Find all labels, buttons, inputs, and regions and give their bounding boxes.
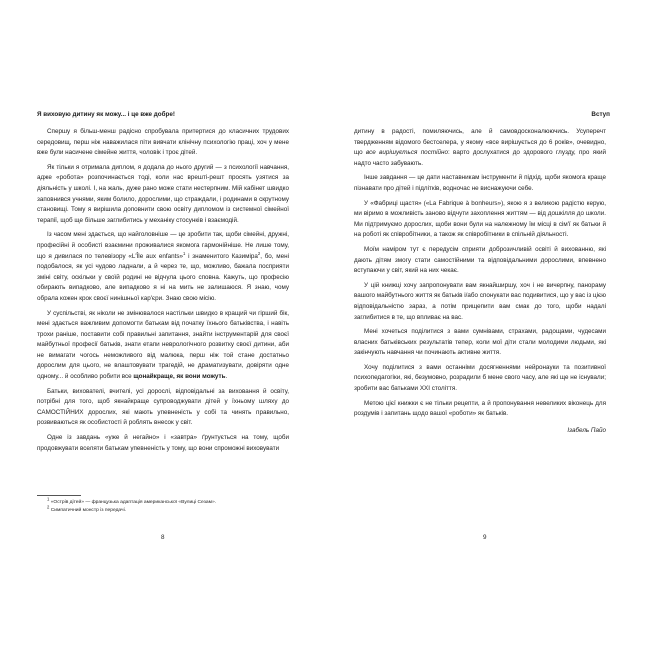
paragraph: Інше завдання — це дати наставникам інструменти й підхід, щоби якомога краще пізнавати про дітей і підлітків, водночас не виснажуючи себе. [354,174,606,192]
paragraph: Хочу поділитися з вами останніми досягненнями нейронауки та позитивної психопедагогіки, які, безумовно, розрадили б мене свого часу, але які ще не існували; зробити вас батьками XXI століття. [354,363,606,393]
paragraph: У суспільстві, як ніколи не змінювалося настільки швидко в кращий чи гірший бік, мені здається важливим допомогти батькам від початку їхнього батьківства, і навіть трохи раніше, поставити собі правильні запитання, знайти інструментарій для своєї майбутньої професії батьків, знати етапи неврологічного розвитку своєї дитини, аби не вимагати чогось неможливого від малюка, перш ніж той стане достатньо дорослим для цього, не влаштовувати трагедій, не драматизувати, довіряти одне одному... й особливо робити все щонайкраще, як вони можуть. [37,309,289,381]
paragraph: Метою цієї книжки є не тільки рецепти, а й пропонування невеликих віконець для роздумів і запитань щодо вашої «роботи» як батьків. [354,399,606,418]
paragraph: Мені хочеться поділитися з вами сумнівами, страхами, радощами, чудесами власних батьківських результатів тепер, коли мої діти стали молодими людьми, які закінчують навчання чи починають активне життя. [354,328,606,357]
footnote-ref: 1 [182,250,186,256]
paragraph: Моїм наміром тут є передусім сприяти доброзичливій освіті й вихованню, які дають дітям змогу стати самостійними та відповідальними дорослими, впевнено вступаючи у світ, який на них чекає. [354,245,606,275]
paragraph: Як тільки я отримала диплом, я додала до нього другий — з психології навчання, адже «робота» розпочинається тоді, коли нас врешті-решт просять узятися за діяльність у школі. І, на жаль, дуже рано може стати нестерпним. Мій кабінет швидко заповнився учнями, яким болило, дорослими, що страждали, і родинами в скрутному становищі. Тому я вирішила доповнити свою освіту дипломом із системної сімейної терапії, щоб ще більше заглибитись у механіку стосунків і взаємодій. [37,163,289,224]
author-signature: Ізабель Пайо [567,426,606,434]
left-body-text [37,127,289,454]
page-number-left: 8 [161,534,165,541]
paragraph: У цій книжці хочу запропонувати вам якнайширшу, хоч і не вичерпну, панораму вашого майбутнього життя як батьків і/або спонукати вас подивитися, що у вас із цією відповідальністю зараз, а потім прищепити вам смак до того, щоби надалі заглибитися в те, що впливає на вас. [354,281,606,321]
paragraph: У «Фабриці щастя» («La Fabrique à bonheurs»), якою я з великою радістю керую, ми віримо в можливість заново відчути захоплення життям — від дошкілля до школи. Ми підтримуємо дорослих, щоби вони були на належному їм місці в сім'ї як батьки й на роботі як співробітники, а також як співробітники в спільній діяльності. [354,199,606,239]
right-body-text [354,127,606,436]
footnote-1: $^1$ «Острів дітей» — французька адаптація американської «Вулиці Сезам». [47,496,217,505]
paragraph: Спершу я більш-менш радісно спробувала притертися до класичних трудових середовищ, перш ніж наважилася піти вивчати клінічну психологію праці, хоч у мене вже були насичене сімейне життя, чоловік і троє дітей. [37,128,289,157]
page-number-right: 9 [483,534,487,541]
footnote-2: $^2$ Симпатичний монстр із передачі. [47,504,127,513]
right-page [325,0,650,650]
running-head-right: Вступ [591,111,610,118]
paragraph: Батьки, вихователі, вчителі, усі дорослі, відповідальні за виховання й освіту, потрібні для того, щоб якнайкраще супроводжувати дітей у їхньому шляху до САМОСТІЙНИХ дорослих, які мають упевненість у собі та чинять правильно, розвиваються як особистості й роблять внесок у світ. [37,387,289,427]
footnote-ref: 2 [257,250,261,256]
footnotes [37,495,289,515]
running-head-left: Я виховую дитину як можу... і це вже добре! [37,111,175,118]
paragraph: дитину в радості, помиляючись, але й самовдосконалюючись. Усуперечт твердженням відомого бестселера, у якому «все вирішується до 6 років», очевидно, що все вирішується постійно: варто дослухатися до здорового глузду, про який надто часто забувають. [354,128,606,167]
footnote-rule [37,495,81,496]
paragraph: Із часом мені здається, що найголовніше — це зробити так, щоби сімейні, дружні, професійні й особисті взаємини проживалися якомога гармонійніше. Не лише тому, що я дивилася по телевізору «L'Île aux enfants»$^1$ і знаменитого Казиміра$^2$, бо, мені подобалося, як усі чудово ладнали, а й через те, що, можливо, бажала посприяти зміні світу, оскільки у своїй родині не відчула цього сповна. Кажуть, що професію обирають випадково, але випадково я ні на мить не залишаюся. Я знаю, чому обрала кожен крок своєї нинішньої кар'єри. Знаю свою місію. [37,231,289,302]
paragraph: Одне із завдань «уже й негайно» і «завтра» ґрунтується на тому, щоби продовжувати вселяти батькам упевненість у тому, що вони спроможні виховувати [37,434,289,452]
